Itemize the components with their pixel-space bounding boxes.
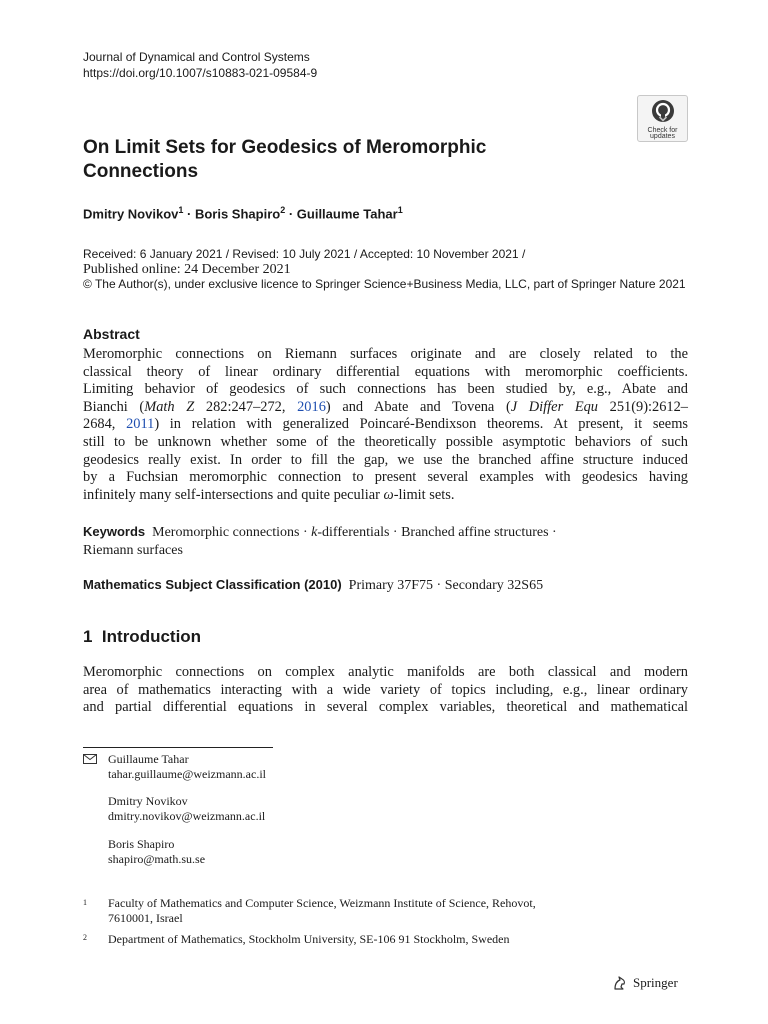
abstract-line: 2684, 2011) in relation with generalized Poincaré-Bendixson theorems. At present, it seems [83, 416, 688, 433]
abstract-line: Bianchi (Math Z 282:247–272, 2016) and Abate and Tovena (J Differ Equ 251(9):2612– [83, 398, 688, 415]
author-list [83, 205, 403, 221]
omega-symbol: ω [383, 486, 394, 503]
title-line-2: Connections [83, 161, 199, 182]
contact-block [108, 837, 205, 867]
badge-label-1: Check for [647, 127, 678, 134]
journal-header [83, 49, 317, 81]
affiliation-number: 2 [83, 933, 87, 942]
publisher-name: Springer [633, 975, 678, 990]
author-name[interactable]: Boris Shapiro [194, 206, 281, 222]
affiliation-number: 1 [83, 898, 87, 907]
abstract-line: still to be unknown whether some of the theoretically possible asymptotic behaviors of such [83, 433, 688, 450]
contact-name: Guillaume Tahar [108, 752, 189, 766]
journal-citation: Math Z [144, 398, 195, 415]
badge-label-2: updates [650, 133, 675, 140]
msc-classification [83, 577, 543, 594]
envelope-icon [83, 754, 97, 764]
author-separator: · [285, 206, 297, 222]
doi-link[interactable]: https://doi.org/10.1007/s10883-021-09584-9 [83, 66, 318, 80]
published-date: Published online: 24 December 2021 [83, 262, 291, 277]
intro-line: area of mathematics interacting with a wide variety of topics including, e.g., linear ordinary [83, 681, 688, 698]
intro-line: and partial differential equations in several complex variables, theoretical and mathematical [83, 699, 688, 716]
citation-link[interactable]: 2016 [297, 398, 326, 415]
received-dates: Received: 6 January 2021 / Revised: 10 July 2021 / Accepted: 10 November 2021 / [83, 247, 526, 261]
keywords-label: Keywords [83, 524, 146, 539]
keywords-line-2: Riemann surfaces [83, 543, 183, 558]
intro-line: Meromorphic connections on complex analytic manifolds are both classical and modern [83, 664, 688, 680]
contact-name: Boris Shapiro [108, 837, 175, 851]
springer-logo [612, 975, 678, 991]
abstract-line: infinitely many self-intersections and quite peculiar ω-limit sets. [83, 486, 455, 503]
affiliation-text: Faculty of Mathematics and Computer Science, Weizmann Institute of Science, Rehovot, 7610001, Israel [108, 896, 536, 925]
k-variable: k [311, 525, 318, 540]
intro-paragraph [83, 664, 688, 717]
abstract-body [83, 346, 688, 504]
springer-horse-icon [612, 975, 628, 991]
journal-name: Journal of Dynamical and Control Systems [83, 50, 310, 64]
contact-email[interactable]: shapiro@math.su.se [108, 852, 206, 866]
contact-email[interactable]: dmitry.novikov@weizmann.ac.il [108, 809, 266, 823]
abstract-line: by a Fuchsian meromorphic connection to present several examples with geodesics having [83, 469, 688, 486]
paper-title [83, 136, 603, 184]
section-title: Introduction [101, 627, 202, 646]
abstract-heading: Abstract [83, 326, 140, 342]
msc-label: Mathematics Subject Classification (2010) [83, 577, 342, 592]
footnote-rule [83, 747, 273, 748]
author-separator: · [183, 206, 195, 222]
contact-name: Dmitry Novikov [108, 794, 188, 808]
check-for-updates-badge[interactable] [637, 95, 688, 142]
journal-citation: J Differ Equ [510, 398, 598, 415]
section-heading [83, 627, 201, 647]
section-number: 1 [83, 627, 93, 646]
contact-block [108, 794, 265, 824]
copyright-notice: © The Author(s), under exclusive licence to Springer Science+Business Media, LLC, part of Springer Nature 2021 [83, 277, 686, 291]
author-affil-sup: 1 [178, 205, 184, 215]
contact-block [108, 752, 266, 782]
abstract-line: Limiting behavior of geodesics of such connections has been studied by, e.g., Abate and [83, 381, 688, 398]
author-affil-sup: 1 [397, 205, 403, 215]
author-name[interactable]: Dmitry Novikov [83, 206, 179, 222]
abstract-line: classical theory of linear ordinary differential equations with meromorphic coefficients. [83, 363, 688, 380]
author-affil-sup: 2 [280, 205, 286, 215]
msc-value: Primary 37F75 · Secondary 32S65 [348, 578, 544, 593]
citation-link[interactable]: 2011 [126, 416, 155, 433]
contact-email[interactable]: tahar.guillaume@weizmann.ac.il [108, 767, 266, 781]
affiliations [83, 895, 683, 955]
affiliation-text: Department of Mathematics, Stockholm University, SE-106 91 Stockholm, Sweden [108, 932, 510, 946]
abstract-line: geodesics really exist. In order to fill the gap, we use the branched affine structure induced [83, 451, 688, 468]
check-updates-icon [651, 99, 675, 123]
keywords: Keywords Meromorphic connections · k-differentials · Branched affine structures · Riemann surfaces [83, 524, 557, 558]
author-name[interactable]: Guillaume Tahar [296, 206, 398, 222]
abstract-line: Meromorphic connections on Riemann surfaces originate and are closely related to the [83, 346, 688, 362]
title-line-1: On Limit Sets for Geodesics of Meromorphic [83, 137, 487, 158]
